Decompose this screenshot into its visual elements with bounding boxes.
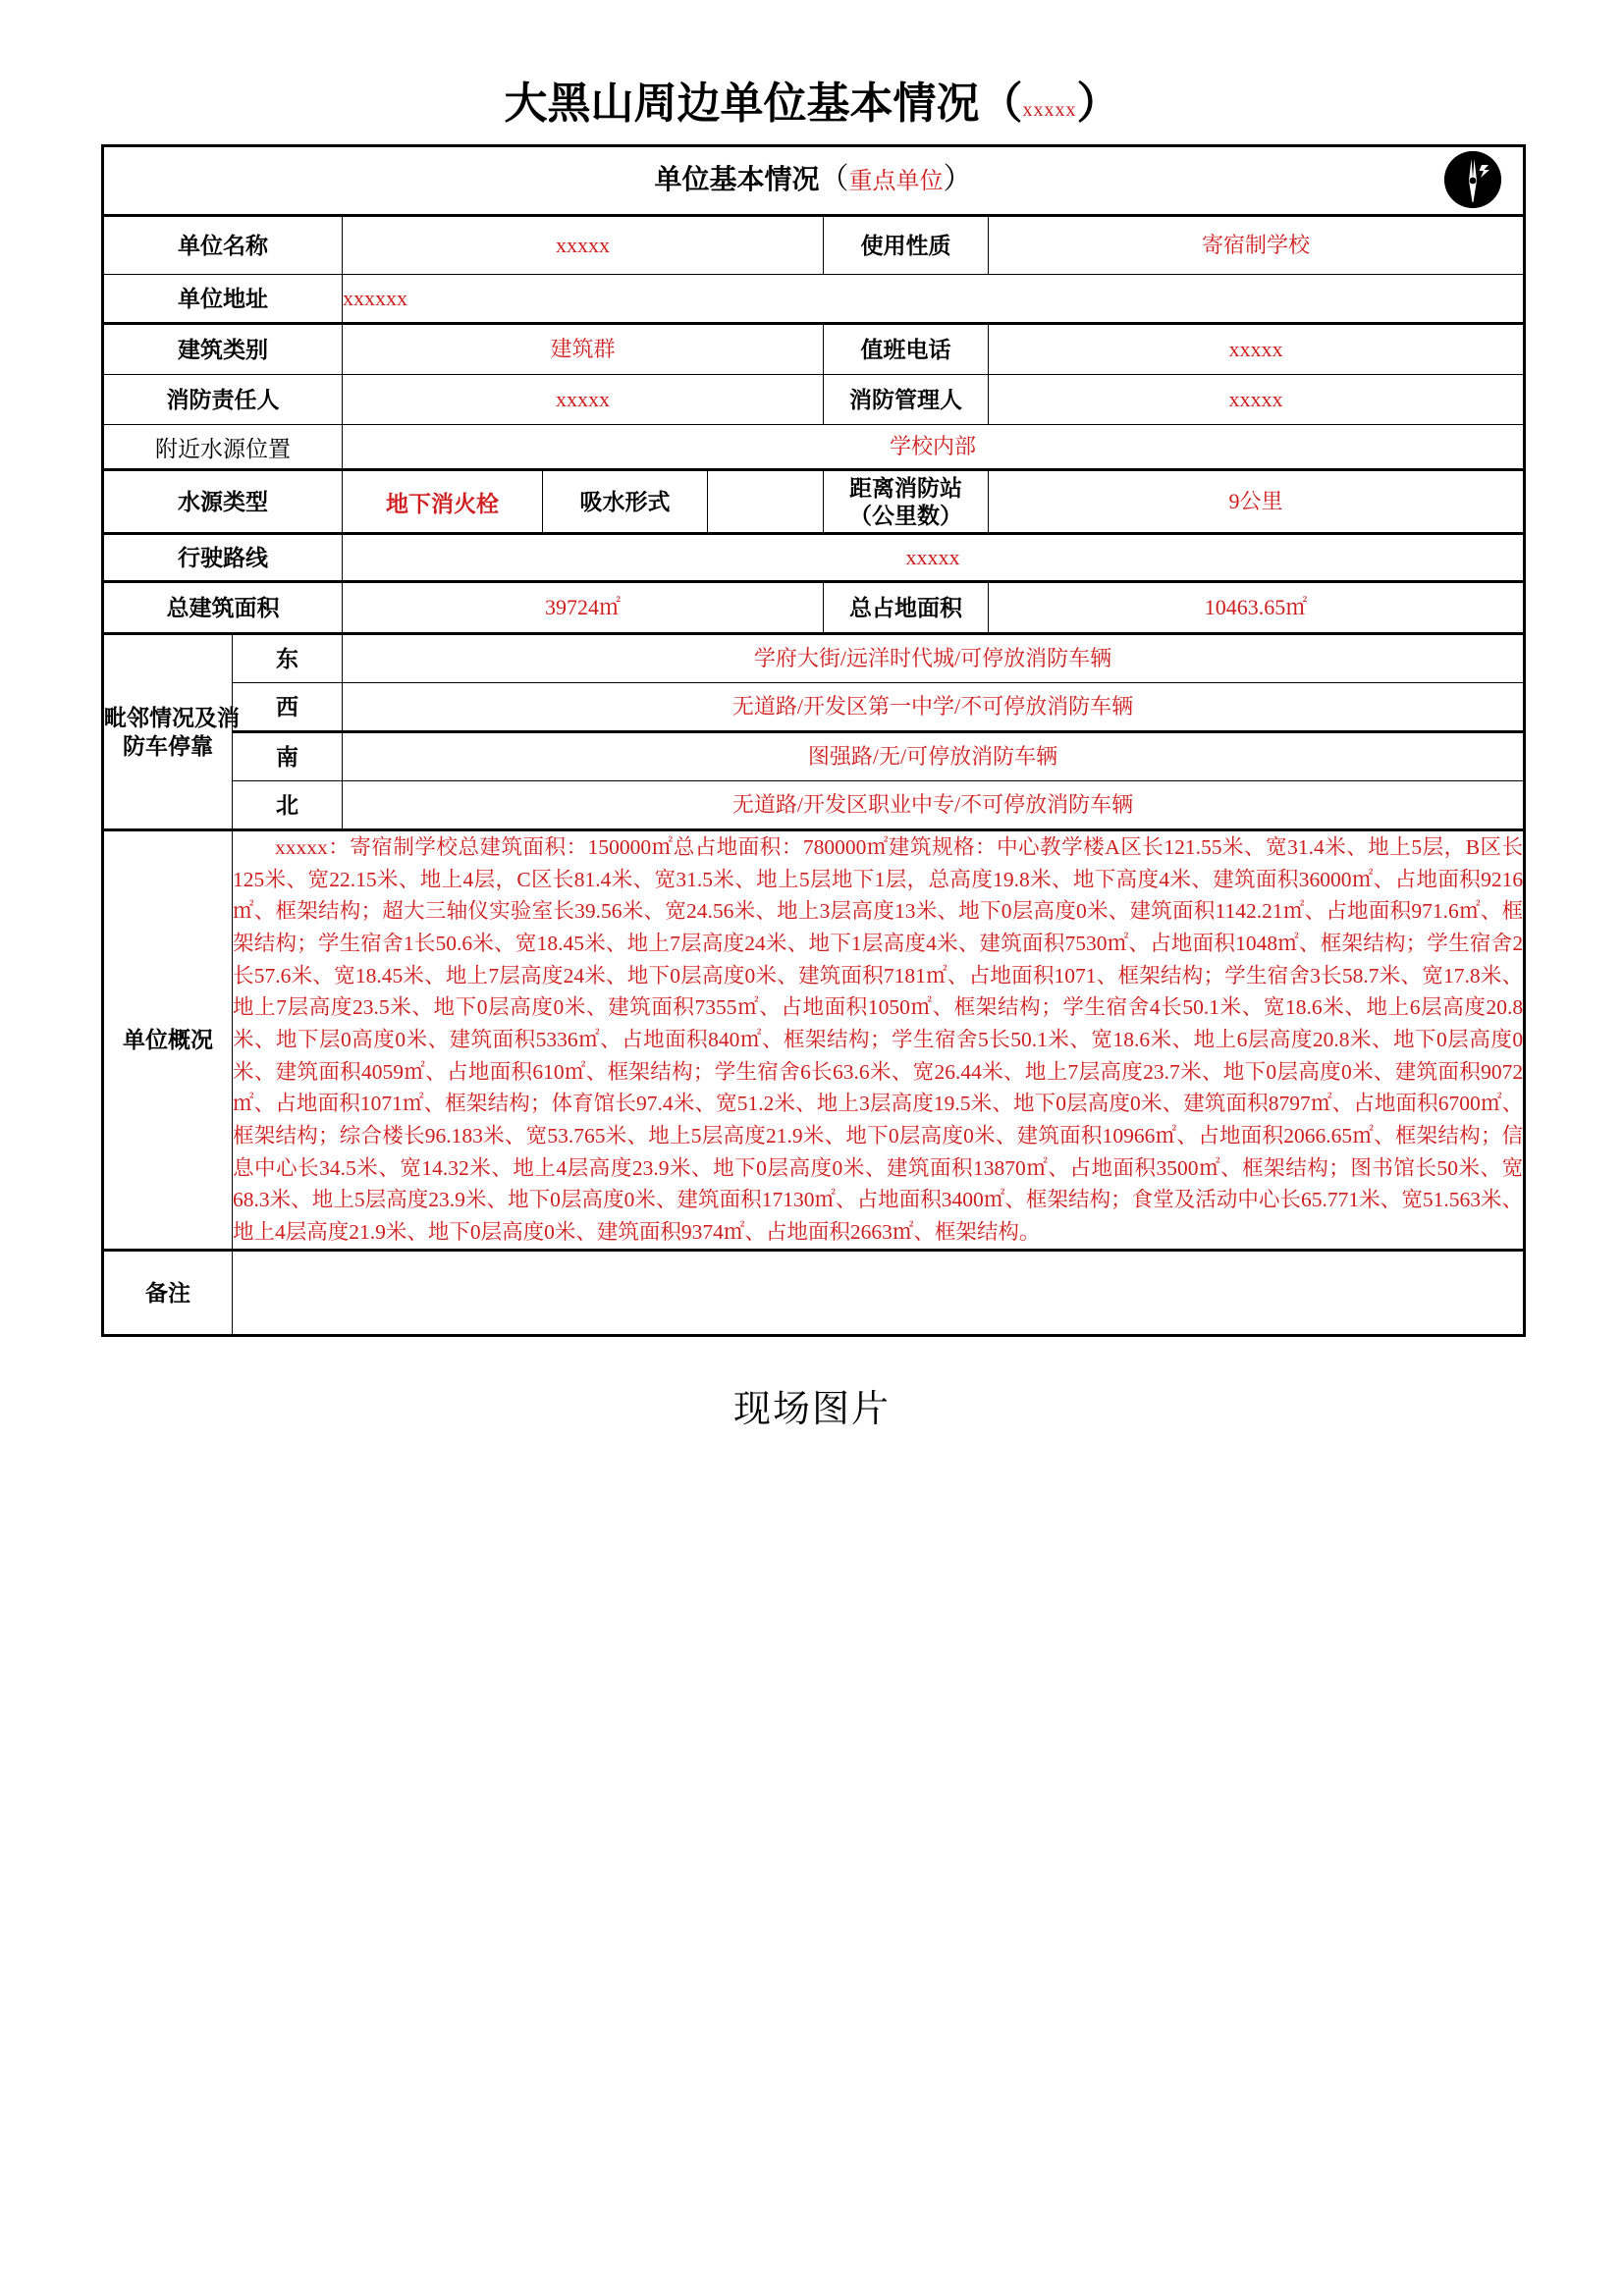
adjacency-direction: 西 [233, 683, 343, 732]
value-duty-phone[interactable]: xxxxx [989, 324, 1525, 375]
adjacency-direction: 北 [233, 781, 343, 830]
table-header-cell [103, 146, 1525, 216]
value-water-location[interactable]: 学校内部 [343, 425, 1525, 470]
value-overview[interactable]: xxxxx：寄宿制学校总建筑面积：150000㎡总占地面积：780000㎡建筑规格：中心教学楼A区长121.55米、宽31.4米、地上5层，B区长125米、宽22.15米、地上4层，C区长81.4米、宽31.5米、地上5层地下1层，总高度19.8米、地下高度4米、建筑面积36000㎡、占地面积9216㎡、框架结构；超大三轴仪实验室长39.56米、宽24.56米、地上3层高度13米、地下0层高度0米、建筑面积1142.21㎡、占地面积971.6㎡、框架结构；学生宿舍1长50.6米、宽18.45米、地上7层高度24米、地下1层高度4米、建筑面积7530㎡、占地面积1048㎡、框架结构；学生宿舍2长57.6米、宽18.45米、地上7层高度24米、地下0层高度0米、建筑面积7181㎡、占地面积1071、框架结构；学生宿舍3长58.7米、宽17.8米、地上7层高度23.5米、地下0层高度0米、建筑面积7355㎡、占地面积1050㎡、框架结构；学生宿舍4长50.1米、宽18.6米、地上6层高度20.8米、地下层0高度0米、建筑面积5336㎡、占地面积840㎡、框架结构；学生宿舍5长50.1米、宽18.6米、地上6层高度20.8米、地下0层高度0米、建筑面积4059㎡、占地面积610㎡、框架结构；学生宿舍6长63.6米、宽26.44米、地上7层高度23.7米、地下0层高度0米、建筑面积9072㎡、占地面积1071㎡、框架结构；体育馆长97.4米、宽51.2米、地上3层高度19.5米、地下0层高度0米、建筑面积8797㎡、占地面积6700㎡、框架结构；综合楼长96.183米、宽53.765米、地上5层高度21.9米、地下0层高度0米、建筑面积10966㎡、占地面积2066.65㎡、框架结构；信息中心长34.5米、宽14.32米、地上4层高度23.9米、地下0层高度0米、建筑面积13870㎡、占地面积3500㎡、框架结构；图书馆长50米、宽68.3米、地上5层高度23.9米、地下0层高度0米、建筑面积17130㎡、占地面积3400㎡、框架结构；食堂及活动中心长65.771米、宽51.563米、地上4层高度21.9米、地下0层高度0米、建筑面积9374㎡、占地面积2663㎡、框架结构。 [233, 830, 1525, 1251]
table-header-row [103, 146, 1525, 216]
value-unit-name[interactable]: xxxxx [343, 216, 824, 275]
label-remark: 备注 [103, 1250, 233, 1335]
value-route[interactable]: xxxxx [343, 534, 1525, 582]
table-row-remark [103, 1250, 1525, 1335]
table-row-unit-address [103, 275, 1525, 324]
value-remark[interactable] [233, 1250, 1525, 1335]
label-overview: 单位概况 [103, 830, 233, 1251]
table-header-title-text: 单位基本情况 [654, 164, 820, 194]
table-row-overview [103, 830, 1525, 1251]
footer-caption: 现场图片 [732, 1388, 891, 1430]
label-adjacency-line2: 防车停靠 [123, 732, 213, 759]
label-total-floor-area: 总建筑面积 [103, 582, 343, 634]
table-header-title [104, 147, 1523, 214]
unit-info-table [101, 144, 1526, 1337]
label-fire-responsible: 消防责任人 [103, 375, 343, 425]
table-row-route [103, 534, 1525, 582]
adjacency-description[interactable]: 无道路/开发区职业中专/不可停放消防车辆 [343, 781, 1525, 830]
page-title-paren-open: （ [979, 80, 1023, 128]
label-distance-fire-station [824, 470, 989, 534]
label-water-location: 附近水源位置 [103, 425, 343, 470]
unit-info-table-wrapper [101, 144, 1523, 1337]
page-title-part-2: 周边单位 [633, 80, 807, 128]
value-use-nature[interactable]: 寄宿制学校 [989, 216, 1525, 275]
adjacency-description[interactable]: 学府大街/远洋时代城/可停放消防车辆 [343, 634, 1525, 683]
value-building-category[interactable]: 建筑群 [343, 324, 824, 375]
adjacency-direction: 东 [233, 634, 343, 683]
adjacency-direction: 南 [233, 732, 343, 781]
table-row-adjacency-north [103, 781, 1525, 830]
label-distance-fire-station-line1: 距离消防站 [849, 474, 962, 501]
table-header-paren-close: ） [943, 163, 973, 195]
table-row-adjacency-south [103, 732, 1525, 781]
table-row-adjacency-west [103, 683, 1525, 732]
table-row-building-category [103, 324, 1525, 375]
value-suction-form[interactable] [708, 470, 824, 534]
value-fire-responsible[interactable]: xxxxx [343, 375, 824, 425]
label-total-land-area: 总占地面积 [824, 582, 989, 634]
table-row-total-areas [103, 582, 1525, 634]
value-unit-address[interactable]: xxxxxx [343, 275, 1525, 324]
page-title-placeholder: xxxxx [1022, 99, 1077, 121]
table-row-water-location [103, 425, 1525, 470]
page-title-part-1: 大黑山 [504, 80, 634, 128]
label-duty-phone: 值班电话 [824, 324, 989, 375]
value-total-land-area[interactable]: 10463.65㎡ [989, 582, 1525, 634]
table-row-fire-responsible [103, 375, 1525, 425]
label-adjacency [103, 634, 240, 830]
label-route: 行驶路线 [103, 534, 343, 582]
label-building-category: 建筑类别 [103, 324, 343, 375]
page-title [0, 0, 1624, 144]
label-suction-form: 吸水形式 [543, 470, 708, 534]
table-row-adjacency-east [103, 634, 1525, 683]
value-total-floor-area[interactable]: 39724㎡ [343, 582, 824, 634]
value-distance-fire-station[interactable]: 9公里 [989, 470, 1525, 534]
table-header-paren-open: （ [819, 163, 849, 195]
label-water-type: 水源类型 [103, 470, 343, 534]
adjacency-description[interactable]: 图强路/无/可停放消防车辆 [343, 732, 1525, 781]
label-adjacency-line1: 毗邻情况及消 [104, 705, 240, 731]
table-row-water-type [103, 470, 1525, 534]
value-water-type[interactable]: 地下消火栓 [343, 470, 543, 534]
label-unit-name: 单位名称 [103, 216, 343, 275]
compass-needle-logo-icon [1444, 151, 1501, 208]
page-title-part-3: 基本情况 [806, 80, 980, 128]
label-use-nature: 使用性质 [824, 216, 989, 275]
label-unit-address: 单位地址 [103, 275, 343, 324]
label-fire-manager: 消防管理人 [824, 375, 989, 425]
table-header-subtitle: 重点单位 [848, 169, 944, 194]
adjacency-description[interactable]: 无道路/开发区第一中学/不可停放消防车辆 [343, 683, 1525, 732]
table-row-unit-name [103, 216, 1525, 275]
label-distance-fire-station-line2: （公里数） [849, 503, 962, 528]
value-fire-manager[interactable]: xxxxx [989, 375, 1525, 425]
page-title-paren-close: ） [1076, 80, 1120, 128]
